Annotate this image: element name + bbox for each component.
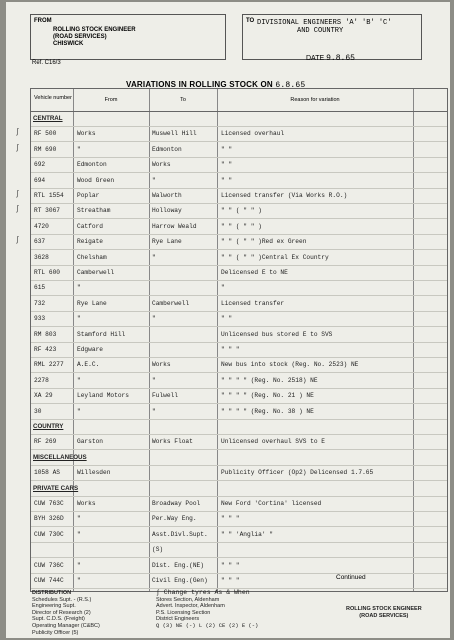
to-cell: Asst.Divl.Supt. [152,530,208,538]
reason-cell: Licensed transfer [221,299,285,307]
tick-mark: ʃ [15,190,20,199]
reason-cell: " " [221,161,233,169]
from-cell: Willesden [77,469,111,477]
col-reason: Reason for variation [290,97,340,103]
from-cell: Works [77,130,96,138]
to-cell: Fulwell [152,392,178,400]
reason-cell: Delicensed E to NE [221,269,288,276]
page-title: VARIATIONS IN ROLLING STOCK ON 6.8.65 [126,80,306,90]
from-cell: Edgware [77,346,103,353]
reason-cell: " " ( " " )Red ex Green [221,238,307,246]
col-vehicle: Vehicle number [34,95,72,101]
reason-cell: " " ( " " ) [221,222,262,230]
to-cell: " [152,376,156,384]
to-cell: Muswell Hill [152,130,197,138]
from-cell: " [77,561,81,569]
tick-mark: ʃ [15,143,20,153]
vehicle-number: 637 [34,238,46,246]
to-cell: Per.Way Eng. [152,515,197,523]
from-cell: Camberwell [77,269,115,276]
tick-mark: ʃ [15,128,20,138]
to-cell: Works [152,161,171,169]
from-box [30,14,226,60]
to-cell: (S) [152,546,164,554]
reason-cell: " " " [221,561,240,569]
reason-cell: " " [221,176,233,184]
from-cell: Chelsham [77,253,107,261]
to-cell: Holloway [152,207,182,215]
to-cell: Harrow Weald [152,222,197,230]
distribution-list: DISTRIBUTION Schedules Supt. - (R.S.) Engineering Supt. Director of Research (2) Supt. C.D.S. (Freight) Operating Manager (C&BC) Publicity Officer (5) [32,590,100,636]
from-cell: Garston [77,438,103,446]
tick-mark: ʃ [15,236,20,246]
continued-label: Continued [336,574,366,581]
to-cell: Broadway Pool [152,500,201,507]
vehicle-number: RT 3067 [34,207,60,215]
from-org: ROLLING STOCK ENGINEER (ROAD SERVICES) CHISWICK [53,27,136,47]
to-cell: " [152,253,156,261]
from-cell: Stamford Hill [77,330,126,338]
reason-cell: Unlicensed bus stored E to SVS [221,330,333,338]
from-cell: " [77,145,81,153]
to-cell: " [152,315,156,323]
reason-cell: " " [221,145,233,153]
vehicle-number: CUW 744C [34,577,64,584]
vehicle-number: CUW 763C [34,500,64,507]
vehicle-number: RTL 1554 [34,192,64,199]
col-to: To [180,97,186,103]
to-cell: " [152,407,156,415]
from-cell: " [77,315,81,323]
col-from: From [104,97,118,103]
from-label: FROM [34,18,52,24]
reason-cell: Publicity Officer (Op2) Delicensed 1.7.65 [221,469,374,477]
vehicle-number: 30 [34,407,42,415]
date: DATE 9.8.65 [306,54,355,63]
reason-cell: Licensed overhaul [221,130,285,138]
from-cell: Edmonton [77,161,107,169]
from-cell: " [77,577,81,584]
vehicle-number: 1058 AS [34,469,60,477]
to-cell: " [152,176,156,184]
from-cell: Works [77,500,96,507]
reason-cell: New Ford 'Cortina' licensed [221,500,322,507]
to-cell: Civil Eng.(Gen) [152,577,208,584]
reason-cell: Unlicensed overhaul SVS to E [221,438,325,446]
reason-cell: " " ( " " ) [221,207,262,215]
reason-cell: " " " " (Reg. No. 2518) NE [221,376,318,384]
distribution-list-2: ʃ Change tyres As & When Stores Section, Aldenham Advert. Inspector, Aldenham P.S. Licensing Section District Engineers Q (3) NE (-) L (2) CE (2) E (-) [156,589,259,629]
vehicle-number: 732 [34,299,46,307]
document-sheet [6,2,450,638]
from-cell: Catford [77,222,103,230]
to-cell: Camberwell [152,299,190,307]
vehicle-number: CUW 730C [34,530,64,538]
reason-cell: " " 'Anglia' " [221,530,273,538]
to-cell: Dist. Eng.(NE) [152,561,204,569]
vehicle-number: 933 [34,315,46,323]
vehicle-number: RF 423 [34,346,57,353]
reference: Ref. C16/3 [32,60,61,66]
from-cell: Poplar [77,192,100,199]
from-cell: " [77,376,81,384]
reason-cell: " " " " (Reg. No. 38 ) NE [221,407,314,415]
vehicle-number: 694 [34,176,46,184]
reason-cell: " " " [221,515,240,523]
vehicle-number: CUW 736C [34,561,64,569]
vehicle-number: 692 [34,161,46,169]
reason-cell: " " ( " " )Central Ex Country [221,253,329,261]
reason-cell: " " [221,315,233,323]
vehicle-number: RTL 600 [34,269,60,276]
to-destination: DIVISIONAL ENGINEERS 'A' 'B' 'C' AND COUNTRY [257,19,392,35]
to-label: TO [246,18,255,24]
from-cell: Leyland Motors [77,392,129,400]
vehicle-number: 615 [34,284,46,292]
table-header [31,89,447,112]
from-cell: " [77,530,81,538]
to-cell: Walworth [152,192,182,199]
from-cell: " [77,284,81,292]
vehicle-number: RM 803 [34,330,57,338]
vehicle-number: 3628 [34,253,49,261]
from-cell: A.E.C. [77,361,100,369]
from-cell: Streatham [77,207,111,215]
from-cell: Wood Green [77,176,115,184]
section-label: MISCELLANEOUS [33,453,87,461]
section-label: CENTRAL [33,115,63,122]
variations-table [15,88,448,592]
reason-cell: " " " " (Reg. No. 21 ) NE [221,392,314,400]
reason-cell: " " " [221,346,240,353]
from-cell: " [77,407,81,415]
vehicle-number: RF 269 [34,438,57,446]
vehicle-number: BYH 326D [34,515,64,523]
from-cell: Reigate [77,238,103,246]
to-cell: Edmonton [152,145,182,153]
vehicle-number: RF 500 [34,130,57,138]
to-cell: Works Float [152,438,193,446]
reason-cell: " " " [221,577,240,584]
reason-cell: Licensed transfer (Via Works R.O.) [221,192,348,199]
vehicle-number: 2278 [34,376,49,384]
vehicle-number: RM 690 [34,145,57,153]
reason-cell: New bus into stock (Reg. No. 2523) NE [221,361,359,369]
signature-block: ROLLING STOCK ENGINEER (ROAD SERVICES) [346,606,422,619]
from-cell: Rye Lane [77,299,107,307]
vehicle-number: XA 29 [34,392,53,400]
vehicle-number: 4720 [34,222,49,230]
tick-mark: ʃ [15,205,20,215]
from-cell: " [77,515,81,523]
section-label: COUNTRY [33,423,64,430]
to-cell: Rye Lane [152,238,182,246]
to-cell: Works [152,361,171,369]
section-label: PRIVATE CARS [33,484,79,492]
vehicle-number: RML 2277 [34,361,64,369]
reason-cell: " [221,284,225,292]
